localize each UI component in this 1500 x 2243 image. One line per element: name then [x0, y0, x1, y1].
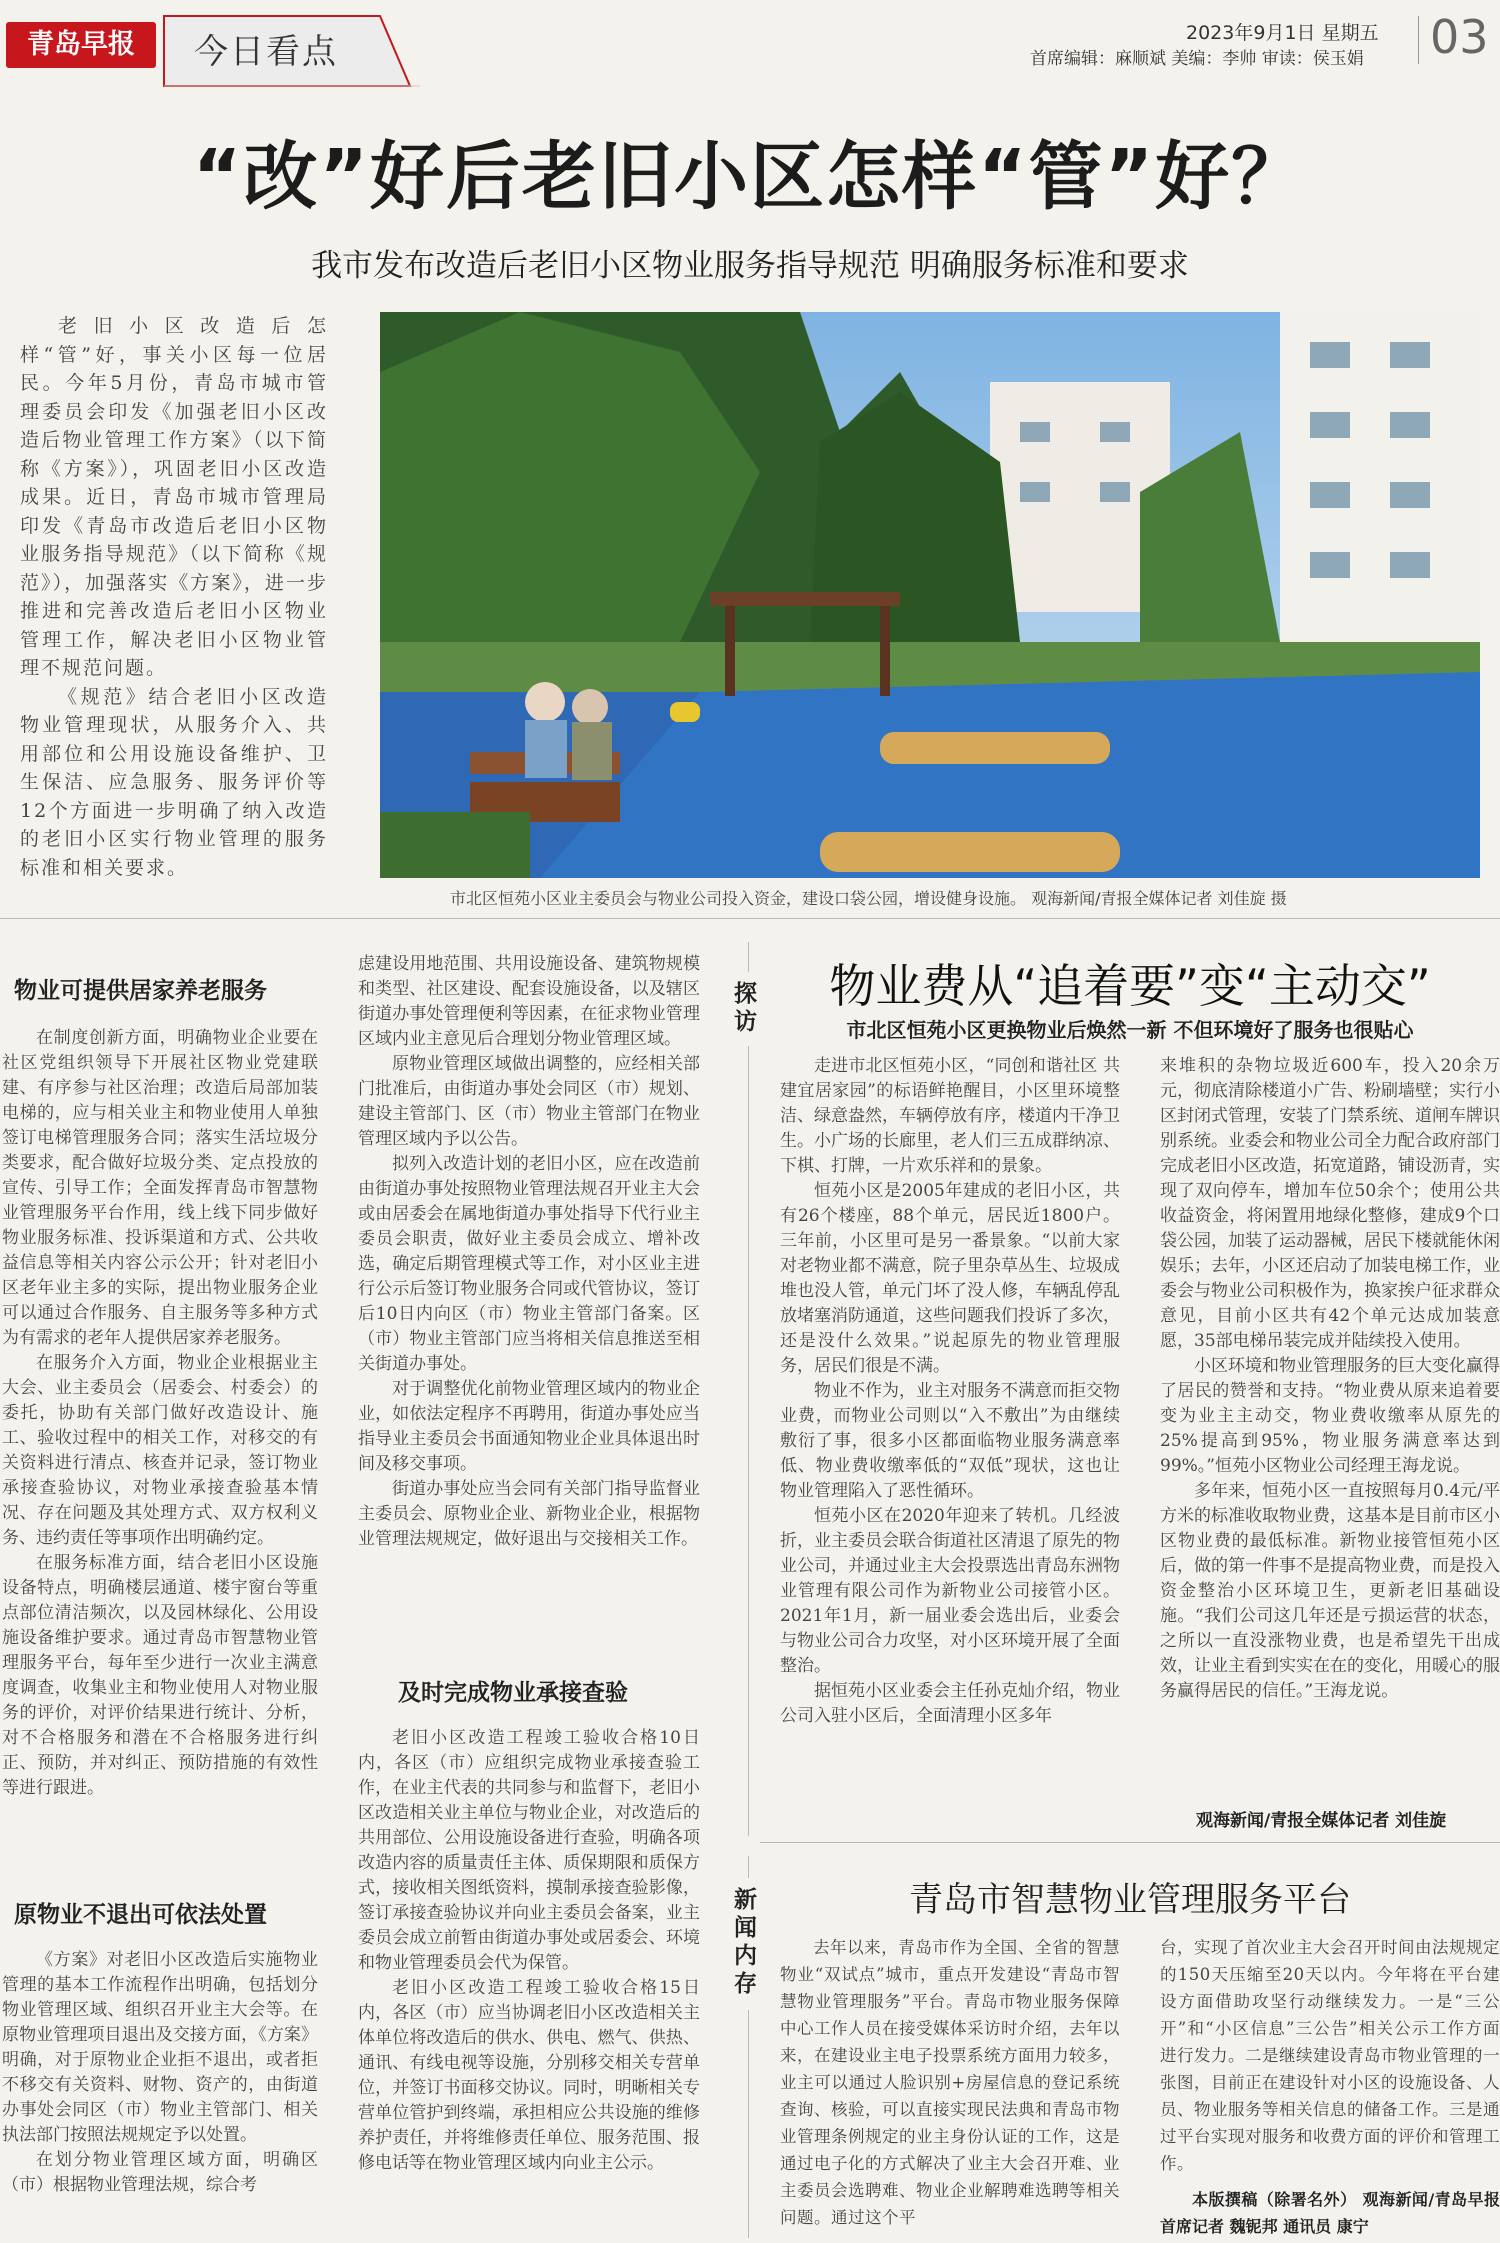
probe-rule-bottom — [748, 1046, 749, 1836]
paragraph: 《方案》对老旧小区改造后实施物业管理的基本工作流程作出明确，包括划分物业管理区域、组织召开业主大会等。在原物业管理项目退出及交接方面，《方案》明确，对于原物业企业拒不退出，或者拒不移交有关资料、财物、资产的，由街道办事处会同区（市）物业主管部门、相关执法部门按照法规规定予以处置。 — [2, 1950, 318, 2145]
paragraph: 在服务介入方面，物业企业根据业主大会、业主委员会（居委会、村委会）的委托，协助有关部门做好改造设计、施工、验收过程中的相关工作，对移交的有关资料进行清点、核查并记录，签订物业承接查验协议，对物业承接查验基本情况、存在问题及其处理方式、双方权利义务、违约责任等事项作出明确约定。 — [2, 1353, 318, 1548]
col1-subhead-1: 物业可提供居家养老服务 — [14, 978, 267, 1004]
subheadline: 我市发布改造后老旧小区物业服务指导规范 明确服务标准和要求 — [311, 248, 1189, 284]
col1-subhead-2: 原物业不退出可依法处置 — [14, 1902, 267, 1928]
newspaper-logo: 青岛早报 — [6, 22, 156, 68]
probe-title: 物业费从“追着要”变“主动交” — [829, 959, 1431, 1013]
paragraph: 原物业管理区域做出调整的，应经相关部门批准后，由街道办事处会同区（市）规划、建设主管部门、区（市）物业主管部门在物业管理区域内予以公告。 — [358, 1054, 700, 1149]
paragraph: 多年来，恒苑小区一直按照每月0.4元/平方米的标准收取物业费，这基本是目前市区小区物业费的最低标准。新物业接管恒苑小区后，做的第一件事不是提高物业费，而是投入资金整治小区环境卫生，更新老旧基础设施。“我们公司这几年还是亏损运营的状态，之所以一直没涨物业费，也是希望先干出成效，让业主看到实实在在的变化，用暖心的服务赢得居民的信任。”王海龙说。 — [1160, 1481, 1500, 1701]
col1-text-1 — [2, 1026, 318, 1884]
headline: “改”好后老旧小区怎样“管”好？ — [192, 134, 1308, 220]
col1-text-2 — [2, 1948, 318, 2238]
section-title: 今日看点 — [194, 32, 338, 72]
paragraph: 在服务标准方面，结合老旧小区设施设备特点，明确楼层通道、楼宇窗台等重点部位清洁频次，以及园林绿化、公用设施设备维护要求。通过青岛市智慧物业管理服务平台，每年至少进行一次业主满意度调查，收集业主和物业使用人对物业服务的评价，对评价结果进行统计、分析，对不合格服务和潜在不合格服务进行纠正、预防，并对纠正、预防措施的有效性等进行跟进。 — [2, 1553, 318, 1798]
paragraph: 走进市北区恒苑小区，“同创和谐社区 共建宜居家园”的标语鲜艳醒目，小区里环境整洁、绿意盎然，车辆停放有序，楼道内干净卫生。小广场的长廊里，老人们三五成群纳凉、下棋、打牌，一片欢乐祥和的景象。 — [780, 1056, 1120, 1176]
probe-text-b — [1160, 1054, 1500, 1806]
news-divider — [760, 1842, 1500, 1843]
paragraph: 恒苑小区是2005年建成的老旧小区，共有26个楼座，88个单元，居民近1800户。三年前，小区里可是另一番景象。“以前大家对老物业都不满意，院子里杂草丛生、垃圾成堆也没人管，单元门坏了没人修，车辆乱停乱放堵塞消防通道，这些问题我们投诉了多次，还是没什么效果。”说起原先的物业管理服务，居民们很是不满。 — [780, 1181, 1120, 1376]
paragraph: 据恒苑小区业委会主任孙克灿介绍，物业公司入驻小区后，全面清理小区多年 — [780, 1681, 1120, 1726]
probe-text-a — [780, 1054, 1120, 1836]
page-number: 03 — [1430, 10, 1489, 64]
paragraph: 小区环境和物业管理服务的巨大变化赢得了居民的赞誉和支持。“物业费从原来追着要变为业主主动交，物业费收缴率从原先的25%提高到95%，物业服务满意率达到99%。”恒苑小区物业公司经理王海龙说。 — [1160, 1356, 1500, 1476]
news-rule-top — [748, 1856, 749, 1878]
paragraph: 物业不作为，业主对服务不满意而拒交物业费，而物业公司则以“入不敷出”为由继续敷衍了事，很多小区都面临物业服务满意率低、物业费收缴率低的“双低”现状，这也让物业管理陷入了恶性循环。 — [780, 1381, 1120, 1501]
paragraph: 台，实现了首次业主大会召开时间由法规规定的150天压缩至20天以内。今年将在平台建设方面借助攻坚行动继续发力。一是“三公开”和“小区信息”三公告”相关公示工作方面进行发力。二是继续建设青岛市物业管理的一张图，目前正在建设针对小区的设施设备、人员、物业服务等相关信息的储备工作。三是通过平台实现对服务和收费方面的评价和管理工作。 — [1160, 1938, 1500, 2173]
news-text-b — [1160, 1934, 1500, 2184]
news-text-a — [780, 1934, 1120, 2240]
credit-text: 本版撰稿（除署名外） 观海新闻/青岛早报首席记者 魏铌邦 通讯员 康宁 — [1160, 2190, 1500, 2236]
paragraph: 虑建设用地范围、共用设施设备、建筑物规模和类型、社区建设、配套设施设备，以及辖区街道办事处管理便利等因素，在征求物业管理区域内业主意见后合理划分物业管理区域。 — [358, 954, 700, 1049]
probe-subtitle: 市北区恒苑小区更换物业后焕然一新 不但环境好了服务也很贴心 — [846, 1018, 1414, 1042]
news-tag: 新闻内存 — [734, 1887, 757, 1997]
col2-subhead: 及时完成物业承接查验 — [398, 1680, 628, 1706]
main-photo — [380, 312, 1480, 878]
col2-text-2 — [358, 1726, 700, 2238]
news-title: 青岛市智慧物业管理服务平台 — [909, 1880, 1351, 1920]
paragraph: 来堆积的杂物垃圾近600车，投入20余万元，彻底清除楼道小广告、粉刷墙壁；实行小区封闭式管理，安装了门禁系统、道闸车牌识别系统。业委会和物业公司全力配合政府部门完成老旧小区改造，拓宽道路，铺设沥青，实现了双向停车，增加车位50余个；使用公共收益资金，将闲置用地绿化整修，建成9个口袋公园，加装了运动器械，居民下楼就能休闲娱乐；去年，小区还启动了加装电梯工作，业委会与物业公司积极作为，换家挨户征求群众意见，目前小区共有42个单元达成加装意愿，35部电梯吊装完成并陆续投入使用。 — [1160, 1056, 1500, 1351]
probe-rule-top — [748, 942, 749, 972]
section-divider — [0, 918, 1500, 919]
probe-tag: 探访 — [734, 981, 757, 1035]
issue-date: 2023年9月1日 星期五 — [1186, 22, 1379, 44]
editor-credits: 首席编辑：麻顺斌 美编：李帅 审读：侯玉娟 — [1030, 49, 1364, 69]
paragraph: 拟列入改造计划的老旧小区，应在改造前由街道办事处按照物业管理法规召开业主大会或由居委会在属地街道办事处指导下代行业主委员会职责，做好业主委员会成立、增补改选，确定后期管理模式等工作，对小区业主进行公示后签订物业服务合同或代管协议，签订后10日内向区（市）物业主管部门备案。区（市）物业主管部门应当将相关信息推送至相关街道办事处。 — [358, 1154, 700, 1374]
paragraph: 恒苑小区在2020年迎来了转机。几经波折，业主委员会联合街道社区清退了原先的物业公司，并通过业主大会投票选出青岛东洲物业管理有限公司作为新物业公司接管小区。2021年1月，新一届业委会选出后，业委会与物业公司合力攻坚，对小区环境开展了全面整治。 — [780, 1506, 1120, 1676]
paragraph: 在制度创新方面，明确物业企业要在社区党组织领导下开展社区物业党建联建、有序参与社区治理；改造后局部加装电梯的，应与相关业主和物业使用人单独签订电梯管理服务合同；落实生活垃圾分类要求，配合做好垃圾分类、定点投放的宣传、引导工作；全面发挥青岛市智慧物业管理服务平台作用，线上线下同步做好物业服务标准、投诉渠道和方式、公共收益信息等相关内容公示公开；针对老旧小区老年业主多的实际，提出物业服务企业可以通过合作服务、自主服务等多种方式为有需求的老年人提供居家养老服务。 — [2, 1028, 318, 1348]
paragraph: 老旧小区改造工程竣工验收合格10日内，各区（市）应组织完成物业承接查验工作，在业主代表的共同参与和监督下，老旧小区改造相关业主单位与物业企业，对改造后的共用部位、公用设施设备进行查验，明确各项改造内容的质量责任主体、质保期限和质保方式，接收相关图纸资料，摸制承接查验影像，签订承接查验协议并向业主委员会备案，业主委员会成立前暂由街道办事处或居委会、环境和物业管理委员会代为保管。 — [358, 1728, 700, 1973]
photo-caption: 市北区恒苑小区业主委员会与物业公司投入资金，建设口袋公园，增设健身设施。 观海新闻/青报全媒体记者 刘佳旋 摄 — [450, 889, 1287, 908]
paragraph: 去年以来，青岛市作为全国、全省的智慧物业“双试点”城市，重点开发建设“青岛市智慧物业管理服务”平台。青岛市物业服务保障中心工作人员在接受媒体采访时介绍，去年以来，在建设业主电子投票系统方面用力较多，业主可以通过人脸识别+房屋信息的登记系统查询、核验，可以直接实现民法典和青岛市物业管理条例规定的业主身份认证的工作，这是通过电子化的方式解决了业主大会召开难、业主委员会选聘难、物业企业解聘难选聘等相关问题。通过这个平 — [780, 1938, 1120, 2227]
paragraph: 老旧小区改造工程竣工验收合格15日内，各区（市）应当协调老旧小区改造相关主体单位将改造后的供水、供电、燃气、供热、通讯、有线电视等设施，分别移交相关专营单位，并签订书面移交协议。同时，明晰相关专营单位管护到终端，承担相应公共设施的维修养护责任，并将维修责任单位、服务范围、报修电话等在物业管理区域内向业主公示。 — [358, 1978, 700, 2173]
page-divider — [1418, 16, 1419, 64]
lead-text — [20, 312, 328, 904]
paragraph: 街道办事处应当会同有关部门指导监督业主委员会、原物业企业、新物业企业，根据物业管理法规规定，做好退出与交接相关工作。 — [358, 1479, 700, 1549]
masthead — [0, 0, 1500, 100]
paragraph: 在划分物业管理区域方面，明确区（市）根据物业管理法规，综合考 — [2, 2150, 318, 2195]
paragraph: 对于调整优化前物业管理区域内的物业企业，如依法定程序不再聘用，街道办事处应当指导业主委员会书面通知物业企业具体退出时间及移交事项。 — [358, 1379, 700, 1474]
col2-text-1 — [358, 952, 700, 1654]
lead-paragraph: 老旧小区改造后怎样“管”好，事关小区每一位居民。今年5月份，青岛市城市管理委员会印发《加强老旧小区改造后物业管理工作方案》（以下简称《方案》），巩固老旧小区改造成果。近日，青岛市城市管理局印发《青岛市改造后老旧小区物业服务指导规范》（以下简称《规范》），加强落实《方案》，进一步推进和完善改造后老旧小区物业管理工作，解决老旧小区物业管理不规范问题。 — [20, 315, 328, 679]
probe-byline: 观海新闻/青报全媒体记者 刘佳旋 — [1196, 1811, 1447, 1831]
news-rule-bottom — [748, 2010, 749, 2238]
lead-paragraph: 《规范》结合老旧小区改造物业管理现状，从服务介入、共用部位和公用设施设备维护、卫生保洁、应急服务、服务评价等12个方面进一步明确了纳入改造的老旧小区实行物业管理的服务标准和相关要求。 — [20, 685, 328, 879]
page-credit — [1160, 2186, 1500, 2240]
